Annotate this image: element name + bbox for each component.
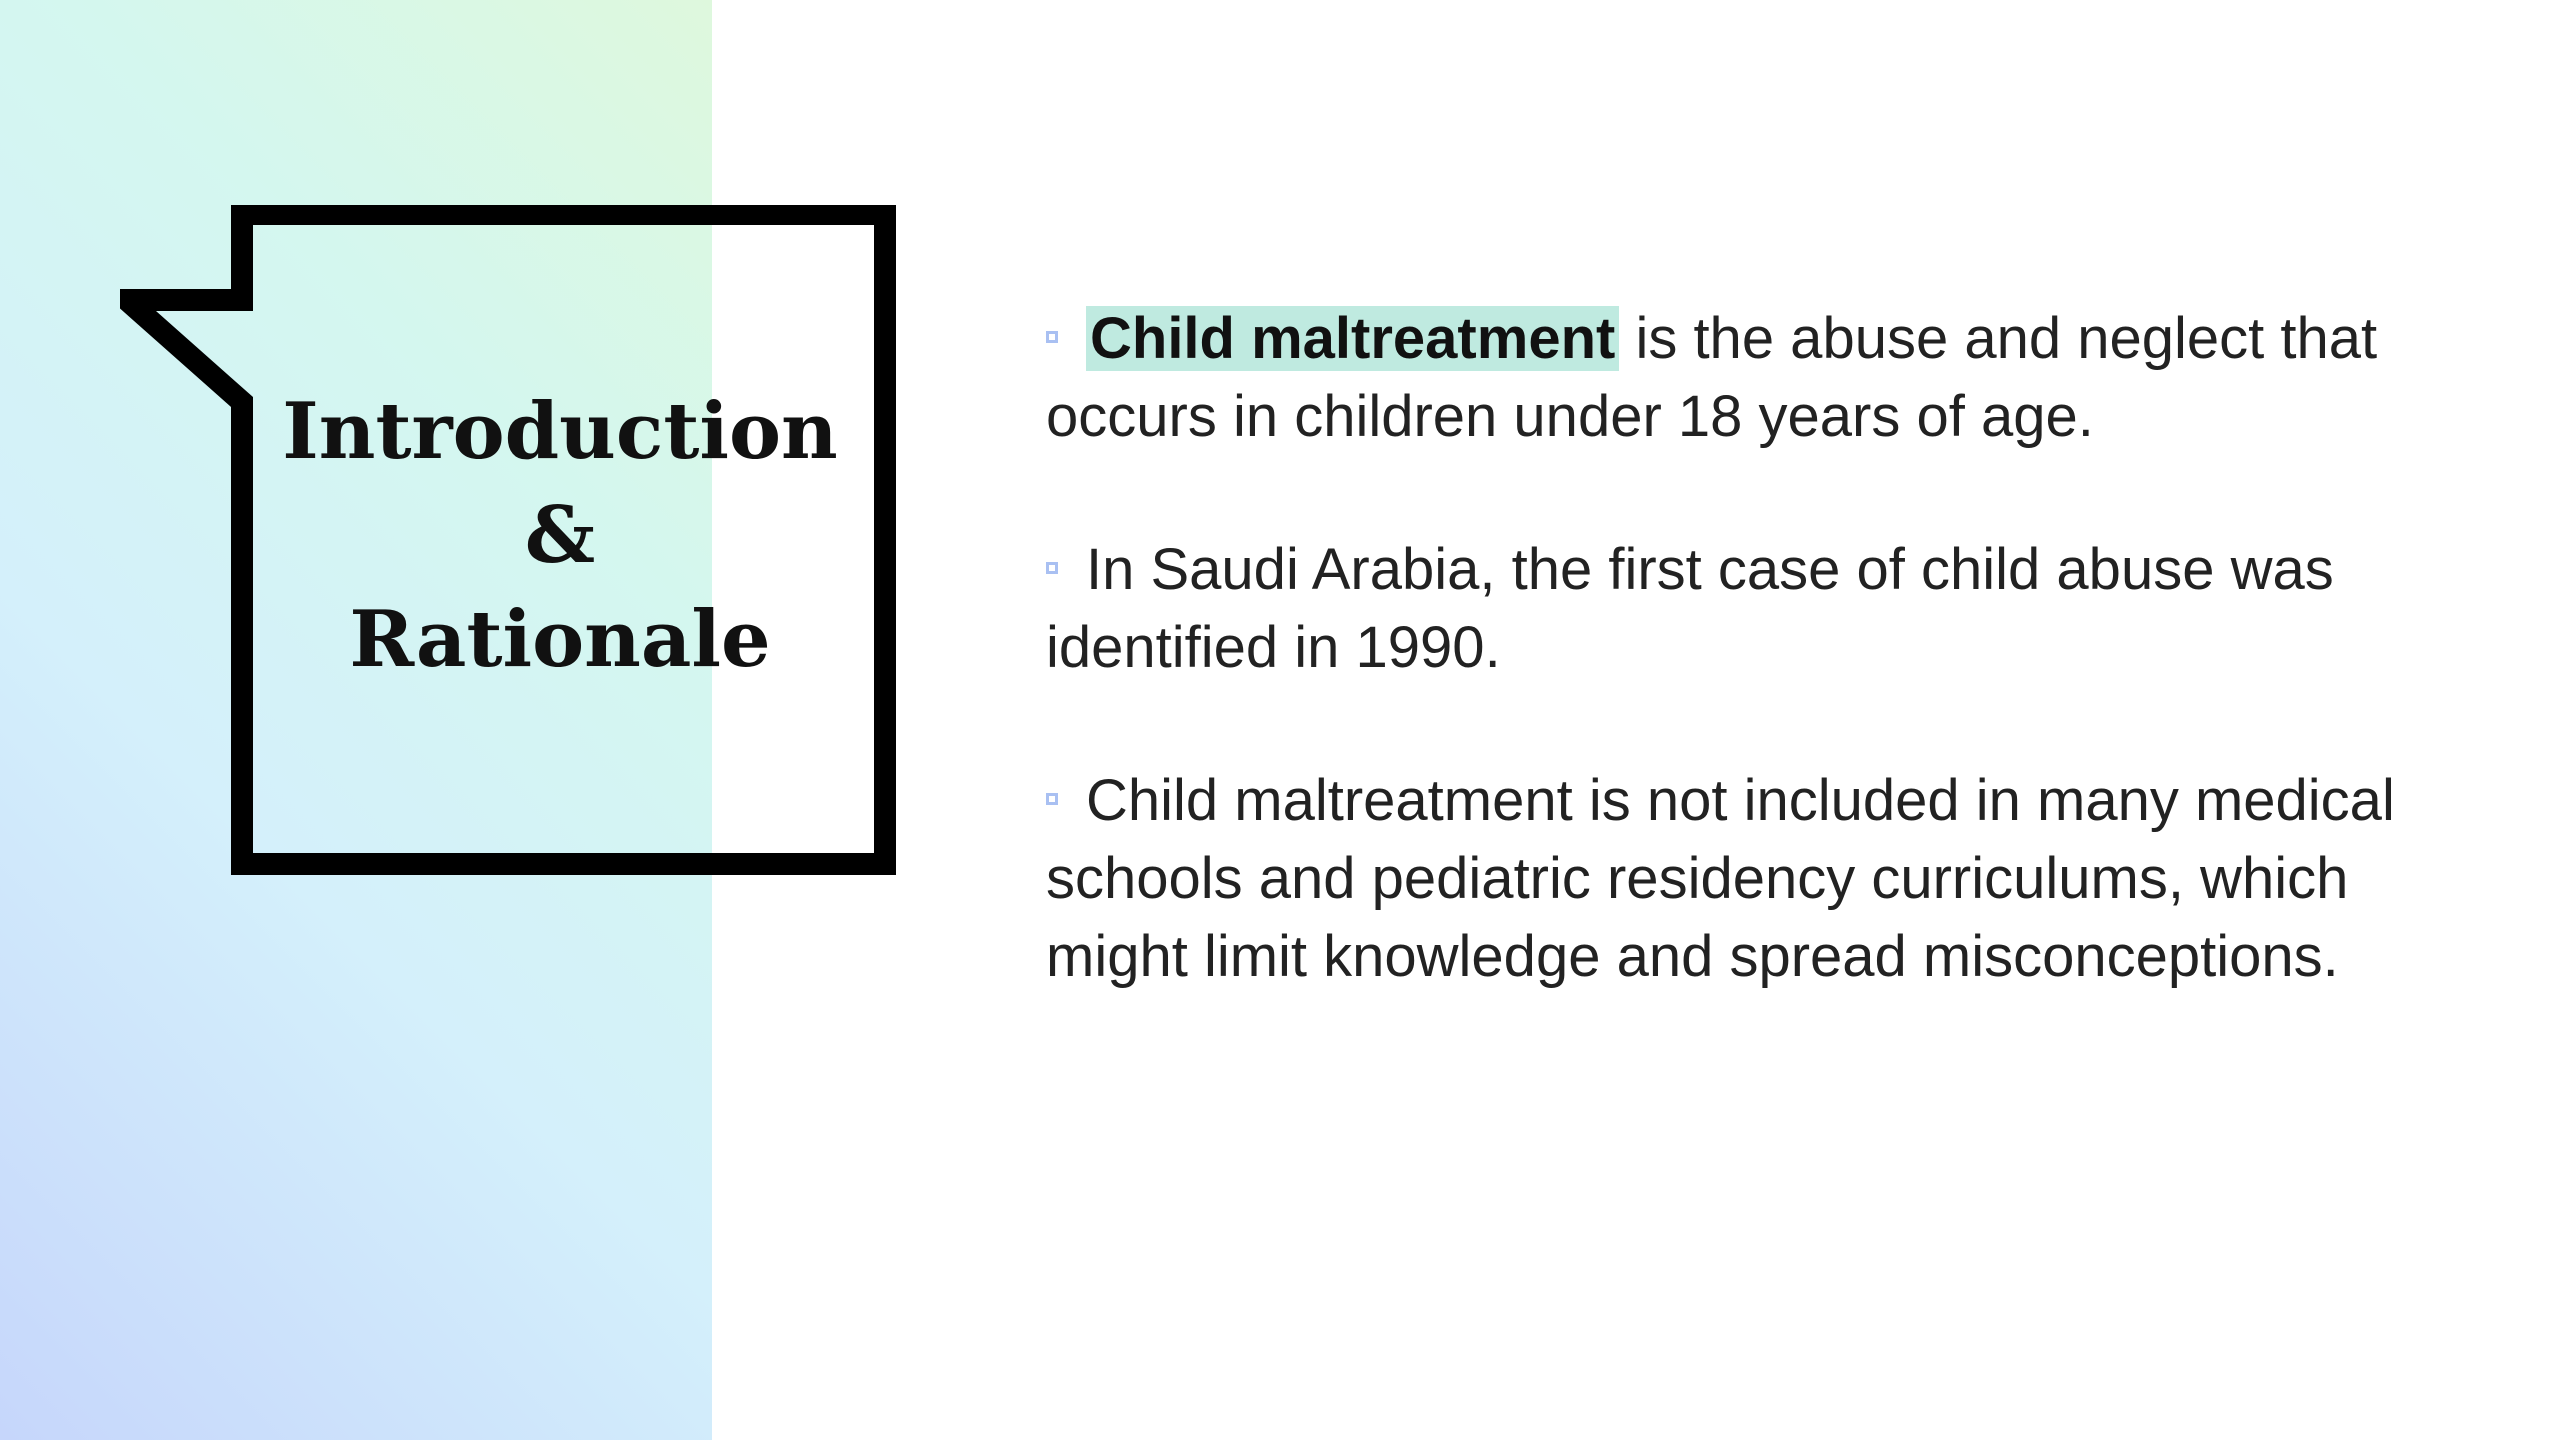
bullet-list — [1046, 300, 2486, 1071]
title-line-1: Introduction — [282, 386, 838, 477]
square-bullet-icon — [1046, 793, 1058, 805]
list-item — [1046, 531, 2486, 687]
list-item-text: is the abuse and neglect that occurs in children under 18 years of age. — [1046, 306, 2378, 449]
square-bullet-icon — [1046, 331, 1058, 343]
list-item-text: Child maltreatment is not included in many medical schools and pediatric residency curriculums, which might limit knowledge and spread misconceptions. — [1046, 768, 2395, 989]
list-item — [1046, 762, 2486, 996]
highlighted-term: Child maltreatment — [1086, 306, 1619, 371]
list-item — [1046, 300, 2486, 456]
title-line-2: & — [524, 490, 596, 581]
page-title — [230, 380, 890, 692]
title-line-3: Rationale — [349, 594, 771, 685]
list-item-text: In Saudi Arabia, the first case of child abuse was identified in 1990. — [1046, 537, 2334, 680]
square-bullet-icon — [1046, 562, 1058, 574]
